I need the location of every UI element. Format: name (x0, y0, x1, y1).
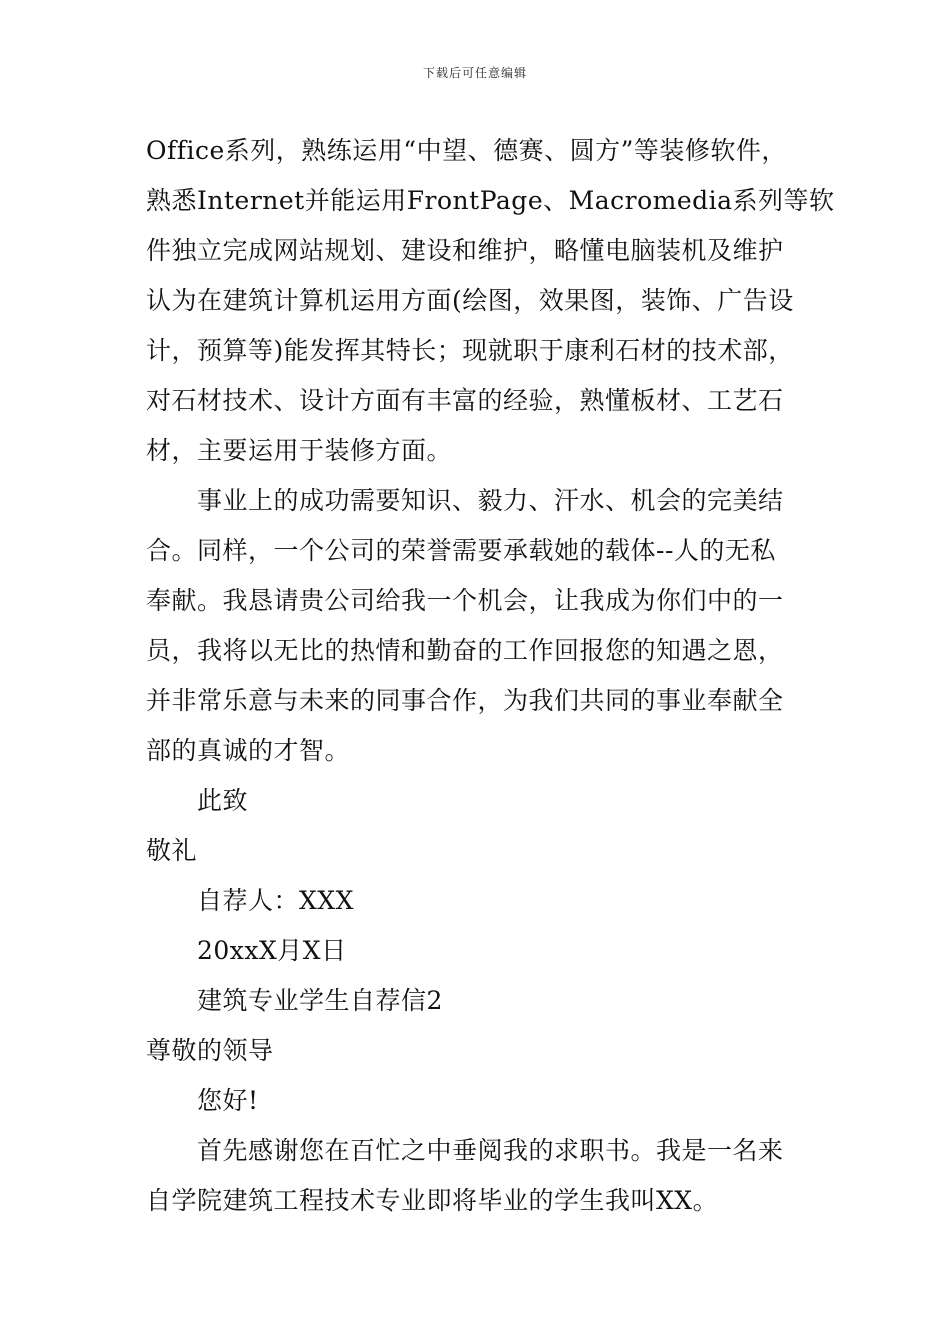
body-line: 材，主要运用于装修方面。 (146, 436, 453, 465)
body-line: 员，我将以无比的热情和勤奋的工作回报您的知遇之恩， (146, 636, 784, 665)
body-line: 认为在建筑计算机运用方面(绘图，效果图，装饰、广告设 (146, 286, 794, 315)
letter-title-line: 建筑专业学生自荐信2 (197, 986, 443, 1015)
date-line: 20xxX月X日 (197, 936, 347, 965)
body-line: 部的真诚的才智。 (146, 736, 351, 765)
body-line: 合。同样，一个公司的荣誉需要承载她的载体--人的无私 (146, 536, 776, 565)
salutation-line: 敬礼 (146, 836, 198, 865)
closing-line: 此致 (197, 786, 249, 815)
body-line: 并非常乐意与未来的同事合作，为我们共同的事业奉献全 (146, 686, 784, 715)
document-body (146, 126, 835, 1226)
body-line: 奉献。我恳请贵公司给我一个机会，让我成为你们中的一 (146, 586, 784, 615)
recipient-line: 尊敬的领导 (146, 1036, 274, 1065)
body-line: 件独立完成网站规划、建设和维护，略懂电脑装机及维护 (146, 236, 784, 265)
paragraph-first-line: 首先感谢您在百忙之中垂阅我的求职书。我是一名来 (197, 1136, 784, 1165)
body-line: 熟悉Internet并能运用FrontPage、Macromedia系列等软 (146, 186, 835, 215)
body-line: 自学院建筑工程技术专业即将毕业的学生我叫XX。 (146, 1186, 719, 1215)
signature-line: 自荐人：XXX (197, 886, 354, 915)
paragraph-first-line: 事业上的成功需要知识、毅力、汗水、机会的完美结 (197, 486, 784, 515)
body-line: Office系列，熟练运用“中望、德赛、圆方”等装修软件， (146, 136, 787, 165)
body-line: 计，预算等)能发挥其特长；现就职于康利石材的技术部， (146, 336, 794, 365)
header-note: 下载后可任意编辑 (422, 66, 527, 80)
greeting-line: 您好! (197, 1086, 259, 1115)
body-line: 对石材技术、设计方面有丰富的经验，熟懂板材、工艺石 (146, 386, 784, 415)
